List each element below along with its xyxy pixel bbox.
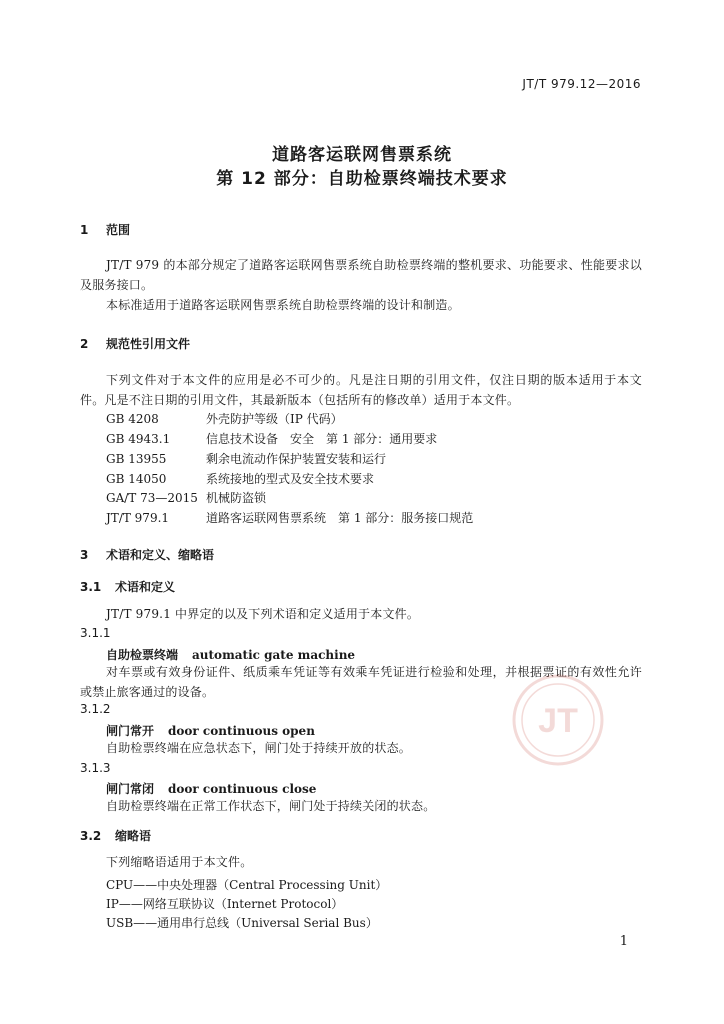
reference-title: 信息技术设备 安全 第 1 部分：通用要求 [206, 432, 438, 446]
section-3-1-paragraph: JT/T 979.1 中界定的以及下列术语和定义适用于本文件。 [106, 607, 420, 621]
reference-code: JT/T 979.1 [106, 511, 170, 525]
page-number: 1 [619, 934, 628, 949]
reference-code: GB 13955 [106, 452, 167, 466]
definition-3-1-1: 对车票或有效身份证件、纸质乘车凭证等有效乘车凭证进行检验和处理，并根据票证的有效性允许或禁止旅客通过的设备。 [80, 665, 642, 699]
reference-row [106, 489, 266, 506]
reference-title: 外壳防护等级（IP 代码） [206, 412, 343, 426]
reference-code: GA/T 73—2015 [106, 491, 198, 505]
section-number: 3.1 [80, 580, 102, 594]
term-cn: 闸门常闭 [106, 782, 155, 796]
reference-title: 道路客运联网售票系统 第 1 部分：服务接口规范 [206, 511, 474, 525]
section-number: 2 [80, 337, 89, 351]
reference-row [106, 509, 473, 526]
term-en: automatic gate machine [192, 648, 356, 662]
section-title: 规范性引用文件 [106, 337, 191, 351]
section-title: 术语和定义、缩略语 [106, 548, 215, 562]
term-cn: 自助检票终端 [106, 648, 179, 662]
term-en: door continuous close [168, 782, 317, 796]
reference-row [106, 410, 343, 427]
section-2-heading [80, 335, 190, 352]
reference-title: 系统接地的型式及安全技术要求 [206, 472, 375, 486]
section-number: 3 [80, 548, 89, 562]
jt-watermark-seal-icon [510, 672, 606, 768]
section-3-1-heading [80, 578, 175, 595]
term-en: door continuous open [168, 724, 315, 738]
abbreviation-item: IP——网络互联协议（Internet Protocol） [106, 897, 344, 911]
document-title-line2: 第 12 部分：自助检票终端技术要求 [216, 169, 508, 189]
term-3-1-3 [106, 780, 316, 797]
clause-3-1-2-number: 3.1.2 [80, 702, 111, 716]
clause-3-1-3-number: 3.1.3 [80, 761, 111, 775]
reference-code: GB 4943.1 [106, 432, 171, 446]
reference-row [106, 450, 386, 467]
watermark-text: JT [538, 702, 578, 740]
standard-code: JT/T 979.12—2016 [522, 77, 641, 91]
section-3-2-paragraph: 下列缩略语适用于本文件。 [106, 855, 253, 869]
reference-row [106, 430, 437, 447]
clause-3-1-1-number: 3.1.1 [80, 626, 111, 640]
section-number: 1 [80, 223, 89, 237]
reference-title: 机械防盗锁 [206, 491, 267, 505]
section-3-2-heading [80, 827, 151, 844]
section-3-heading [80, 546, 214, 563]
section-title: 术语和定义 [115, 580, 176, 594]
section-number: 3.2 [80, 829, 102, 843]
reference-code: GB 4208 [106, 412, 159, 426]
definition-3-1-2: 自助检票终端在应急状态下，闸门处于持续开放的状态。 [106, 741, 412, 755]
definition-3-1-3: 自助检票终端在正常工作状态下，闸门处于持续关闭的状态。 [106, 799, 436, 813]
abbreviation-item: CPU——中央处理器（Central Processing Unit） [106, 878, 388, 892]
section-2-paragraph-1: 下列文件对于本文件的应用是必不可少的。凡是注日期的引用文件，仅注日期的版本适用于本文件。凡是不注日期的引用文件，其最新版本（包括所有的修改单）适用于本文件。 [80, 373, 642, 407]
section-1-paragraph-2: 本标准适用于道路客运联网售票系统自助检票终端的设计和制造。 [106, 298, 460, 312]
document-title-line1: 道路客运联网售票系统 [272, 145, 452, 165]
term-3-1-1 [106, 646, 355, 663]
reference-row [106, 470, 374, 487]
abbreviation-item: USB——通用串行总线（Universal Serial Bus） [106, 916, 378, 930]
section-title: 缩略语 [115, 829, 152, 843]
term-cn: 闸门常开 [106, 724, 155, 738]
reference-code: GB 14050 [106, 472, 167, 486]
term-3-1-2 [106, 722, 315, 739]
reference-title: 剩余电流动作保护装置安装和运行 [206, 452, 387, 466]
section-1-heading [80, 221, 130, 238]
section-title: 范围 [106, 223, 131, 237]
section-1-paragraph-1: JT/T 979 的本部分规定了道路客运联网售票系统自助检票终端的整机要求、功能要求、性能要求以及服务接口。 [80, 258, 642, 292]
